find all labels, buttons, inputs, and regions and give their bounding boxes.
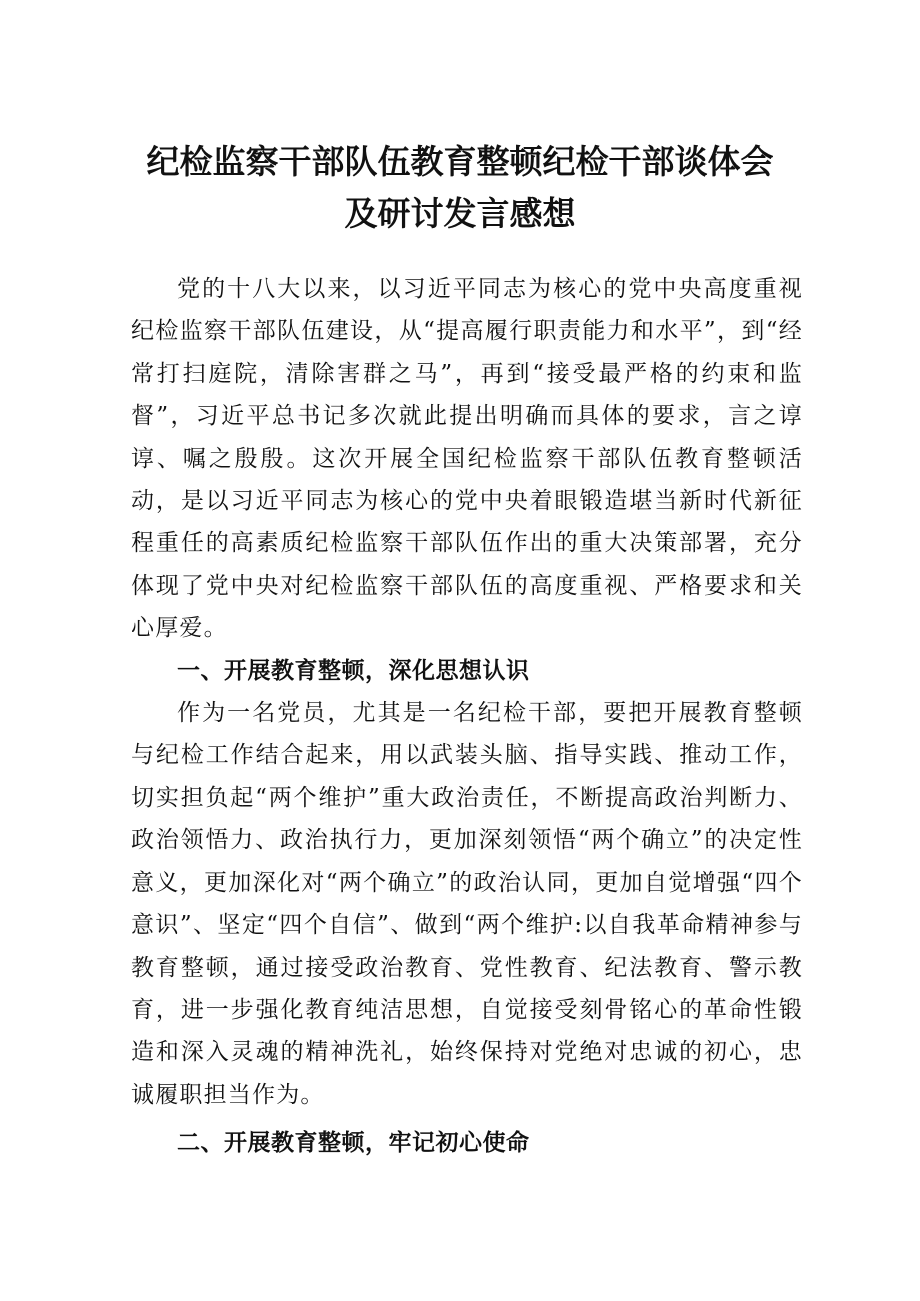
section-heading-1: 一、开展教育整顿，深化思想认识 (177, 657, 530, 684)
paragraph-intro: 党的十八大以来，以习近平同志为核心的党中央高度重视纪检监察干部队伍建设，从“提高履行职责能力和水平”，到“经常打扫庭院，清除害群之马”，再到“接受最严格的约束和监督”，习近平总书记多次就此提出明确而具体的要求，言之谆谆、嘱之殷殷。这次开展全国纪检监察干部队伍教育整顿活动，是以习近平同志为核心的党中央着眼锻造堪当新时代新征程重任的高素质纪检监察干部队伍作出的重大决策部署，充分体现了党中央对纪检监察干部队伍的高度重视、严格要求和关心厚爱。 (131, 276, 803, 642)
document-title-line-2: 及研讨发言感想 (344, 194, 576, 233)
document-title-line-1: 纪检监察干部队伍教育整顿纪检干部谈体会 (146, 142, 774, 181)
document-body (131, 268, 803, 1165)
paragraph-section-1: 作为一名党员，尤其是一名纪检干部，要把开展教育整顿与纪检工作结合起来，用以武装头脑、指导实践、推动工作，切实担负起“两个维护”重大政治责任，不断提高政治判断力、政治领悟力、政治执行力，更加深刻领悟“两个确立”的决定性意义，更加深化对“两个确立”的政治认同，更加自觉增强“四个意识”、坚定“四个自信”、做到“两个维护:以自我革命精神参与教育整顿，通过接受政治教育、党性教育、纪法教育、警示教育，进一步强化教育纯洁思想，自觉接受刻骨铭心的革命性锻造和深入灵魂的精神洗礼，始终保持对党绝对忠诚的初心，忠诚履职担当作为。 (131, 700, 803, 1108)
section-heading-2: 二、开展教育整顿，牢记初心使命 (177, 1130, 530, 1157)
